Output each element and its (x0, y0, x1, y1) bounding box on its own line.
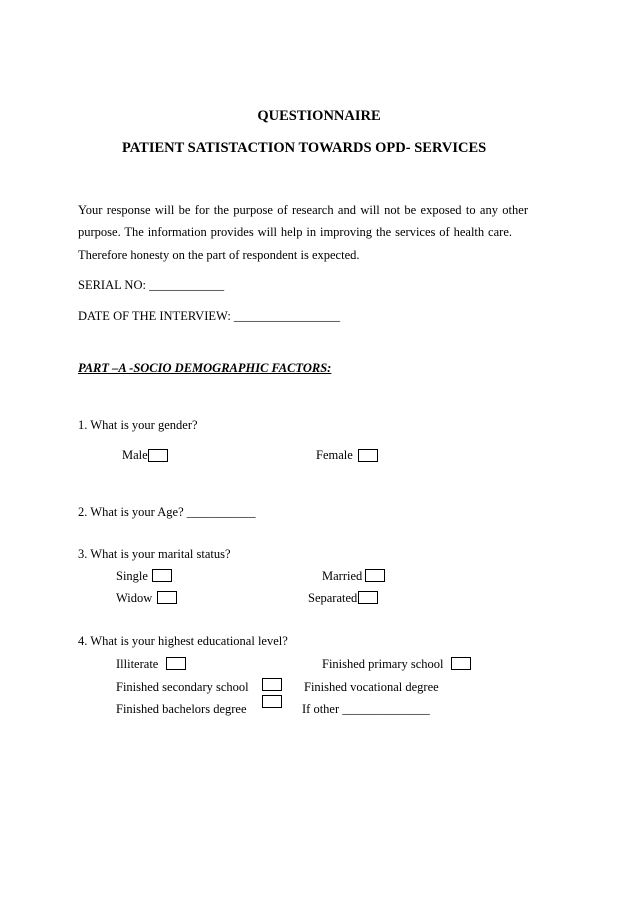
page-subtitle: PATIENT SATISTACTION TOWARDS OPD- SERVICES (122, 140, 487, 156)
option-female-checkbox[interactable] (358, 449, 378, 462)
option-married-label: Married (322, 569, 363, 583)
option-separated-checkbox[interactable] (358, 591, 378, 604)
option-male-label: Male (122, 448, 148, 462)
option-other-field[interactable]: If other ______________ (302, 702, 430, 716)
question-marital-status: 3. What is your marital status? (78, 547, 231, 561)
option-vocational-label: Finished vocational degree (304, 680, 439, 694)
intro-line-2: purpose. The information provides will help in improving the services of health care. (78, 225, 512, 239)
option-separated-label: Separated (308, 591, 358, 605)
option-primary-checkbox[interactable] (451, 657, 471, 670)
option-widow-label: Widow (116, 591, 153, 605)
option-secondary-label: Finished secondary school (116, 680, 249, 694)
option-single-checkbox[interactable] (152, 569, 172, 582)
option-primary-label: Finished primary school (322, 657, 444, 671)
option-secondary-checkbox[interactable] (262, 678, 282, 691)
option-illiterate-label: Illiterate (116, 657, 159, 671)
question-age[interactable]: 2. What is your Age? ___________ (78, 505, 256, 519)
option-bachelors-label: Finished bachelors degree (116, 702, 247, 716)
option-single-label: Single (116, 569, 148, 583)
option-married-checkbox[interactable] (365, 569, 385, 582)
serial-number-field[interactable]: SERIAL NO: ____________ (78, 278, 225, 292)
page-title: QUESTIONNAIRE (257, 108, 381, 124)
intro-line-1: Your response will be for the purpose of research and will not be exposed to any other (78, 203, 528, 217)
intro-line-3: Therefore honesty on the part of respondent is expected. (78, 248, 360, 262)
option-female-label: Female (316, 448, 353, 462)
option-illiterate-checkbox[interactable] (166, 657, 186, 670)
question-gender: 1. What is your gender? (78, 418, 198, 432)
interview-date-field[interactable]: DATE OF THE INTERVIEW: _________________ (78, 309, 341, 323)
option-widow-checkbox[interactable] (157, 591, 177, 604)
option-vocational-checkbox[interactable] (262, 695, 282, 708)
part-a-heading: PART –A -SOCIO DEMOGRAPHIC FACTORS: (78, 361, 332, 375)
question-education: 4. What is your highest educational level? (78, 634, 288, 648)
option-male-checkbox[interactable] (148, 449, 168, 462)
